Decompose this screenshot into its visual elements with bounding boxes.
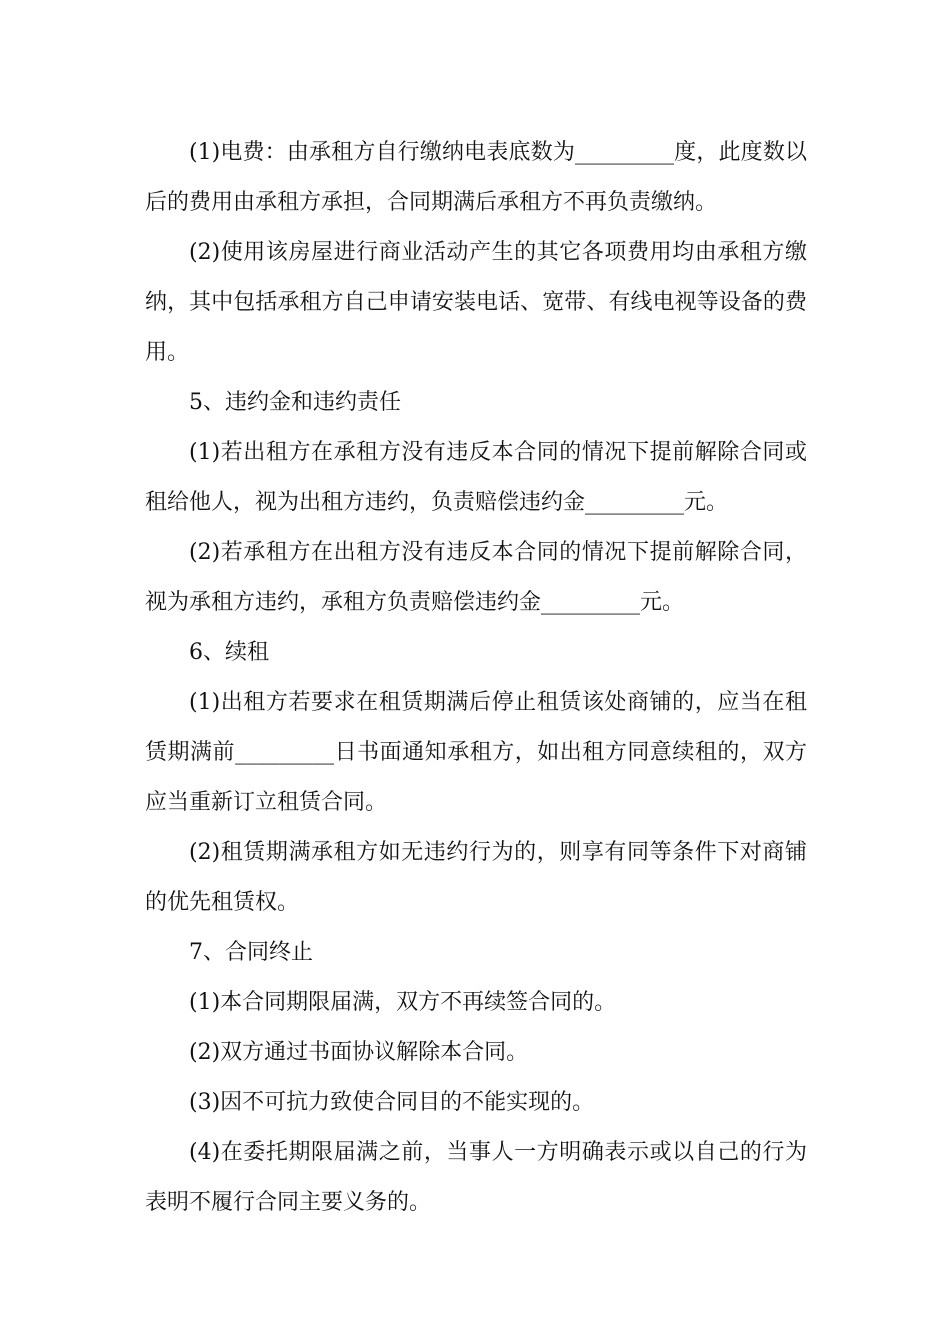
clause-renewal-notice: (1)出租方若要求在租赁期满后停止租赁该处商铺的，应当在租赁期满前_________日书面通知承租方，如出租方同意续租的，双方应当重新订立租赁合同。 <box>145 690 807 815</box>
clause-termination-agreement: (2)双方通过书面协议解除本合同。 <box>189 1040 529 1065</box>
clause-other-fees: (2)使用该房屋进行商业活动产生的其它各项费用均由承租方缴纳，其中包括承租方自己申请安装电话、宽带、有线电视等设备的费用。 <box>145 240 807 365</box>
clause-termination-expiry: (1)本合同期限届满，双方不再续签合同的。 <box>189 990 617 1015</box>
clause-electricity-fee: (1)电费：由承租方自行缴纳电表底数为_________度，此度数以后的费用由承租方承担，合同期满后承租方不再负责缴纳。 <box>145 140 807 215</box>
clause-lessor-breach: (1)若出租方在承租方没有违反本合同的情况下提前解除合同或租给他人，视为出租方违约，负责赔偿违约金_________元。 <box>145 440 807 515</box>
clause-termination-repudiation: (4)在委托期限届满之前，当事人一方明确表示或以自己的行为表明不履行合同主要义务的。 <box>145 1140 807 1215</box>
clause-termination-force-majeure: (3)因不可抗力致使合同目的不能实现的。 <box>189 1090 595 1115</box>
clause-lessee-breach: (2)若承租方在出租方没有违反本合同的情况下提前解除合同，视为承租方违约，承租方负责赔偿违约金_________元。 <box>145 540 807 615</box>
document-body <box>145 128 807 1228</box>
section-heading-termination: 7、合同终止 <box>189 940 313 965</box>
section-heading-renewal: 6、续租 <box>189 640 269 665</box>
clause-priority-lease: (2)租赁期满承租方如无违约行为的，则享有同等条件下对商铺的优先租赁权。 <box>145 840 807 915</box>
section-heading-breach: 5、违约金和违约责任 <box>189 390 401 415</box>
